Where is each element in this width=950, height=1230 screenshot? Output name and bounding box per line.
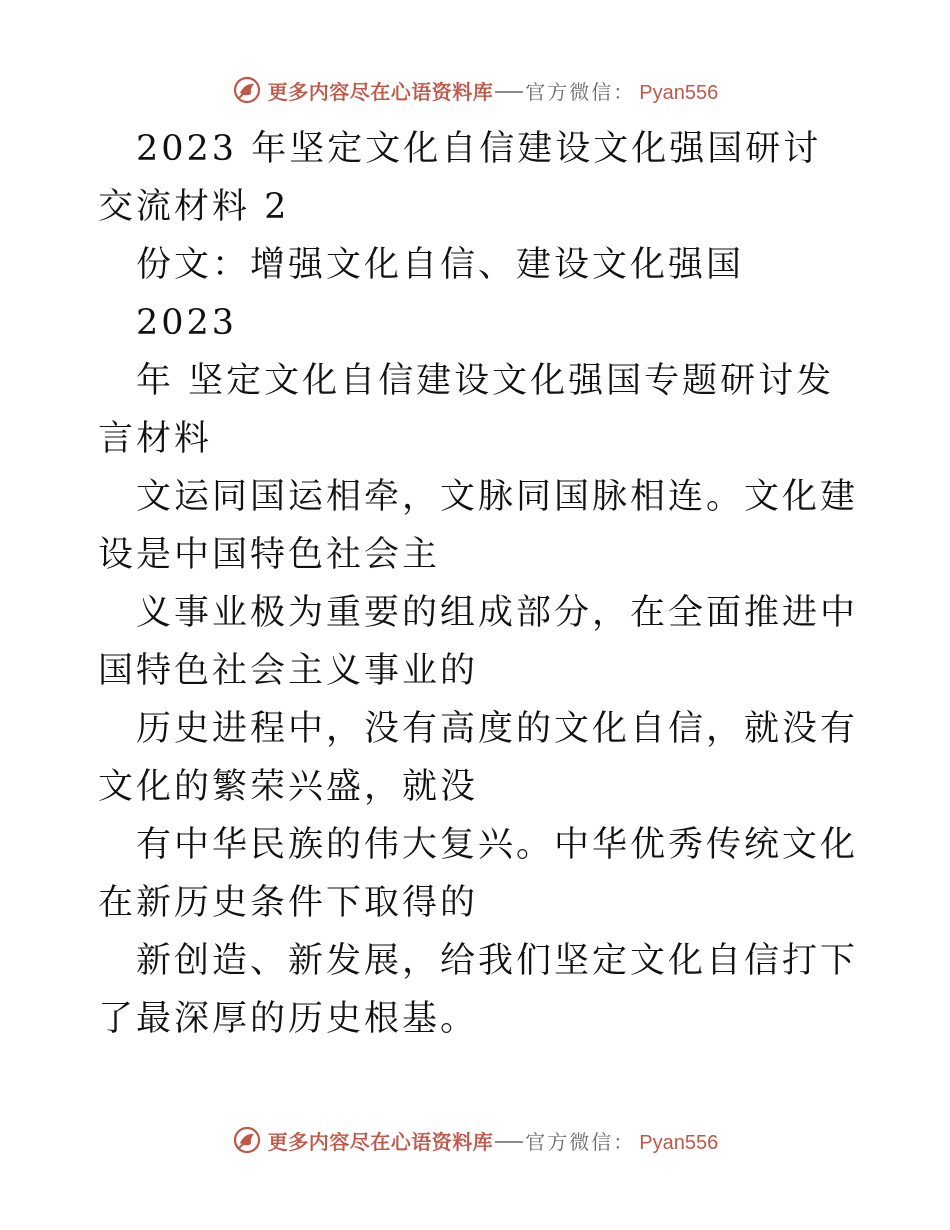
paragraph-title: 2023 年坚定文化自信建设文化强国研讨交流材料 2 — [98, 129, 822, 227]
banner-main-text: 更多内容尽在心语资料库 — [267, 1129, 494, 1154]
banner-wechat-label: 官方微信： — [525, 79, 636, 104]
document-body — [98, 120, 858, 1048]
banner-dash — [495, 91, 523, 93]
banner-wechat-label: 官方微信： — [525, 1129, 636, 1154]
brand-logo-icon — [232, 75, 262, 105]
footer-banner — [0, 1120, 950, 1160]
banner-dash — [495, 1141, 523, 1143]
paragraph-body-3: 历史进程中，没有高度的文化自信，就没有文化的繁荣兴盛，就没 — [98, 709, 859, 807]
brand-logo-icon — [232, 1125, 262, 1155]
banner-wechat-id: Pyan556 — [639, 81, 719, 104]
paragraph-body-1: 文运同国运相牵，文脉同国脉相连。文化建设是中国特色社会主 — [98, 477, 859, 575]
paragraph-subtitle: 份文：增强文化自信、建设文化强国 — [136, 245, 745, 285]
paragraph-body-5: 新创造、新发展，给我们坚定文化自信打下了最深厚的历史根基。 — [98, 941, 859, 1039]
banner-main-text: 更多内容尽在心语资料库 — [267, 79, 494, 104]
paragraph-body-4: 有中华民族的伟大复兴。中华优秀传统文化在新历史条件下取得的 — [98, 825, 859, 923]
paragraph-body-2: 义事业极为重要的组成部分，在全面推进中国特色社会主义事业的 — [98, 593, 859, 691]
banner-wechat-id: Pyan556 — [639, 1131, 719, 1154]
paragraph-heading: 年 坚定文化自信建设文化强国专题研讨发言材料 — [98, 361, 835, 459]
header-banner — [0, 70, 950, 110]
paragraph-year: 2023 — [136, 303, 238, 343]
